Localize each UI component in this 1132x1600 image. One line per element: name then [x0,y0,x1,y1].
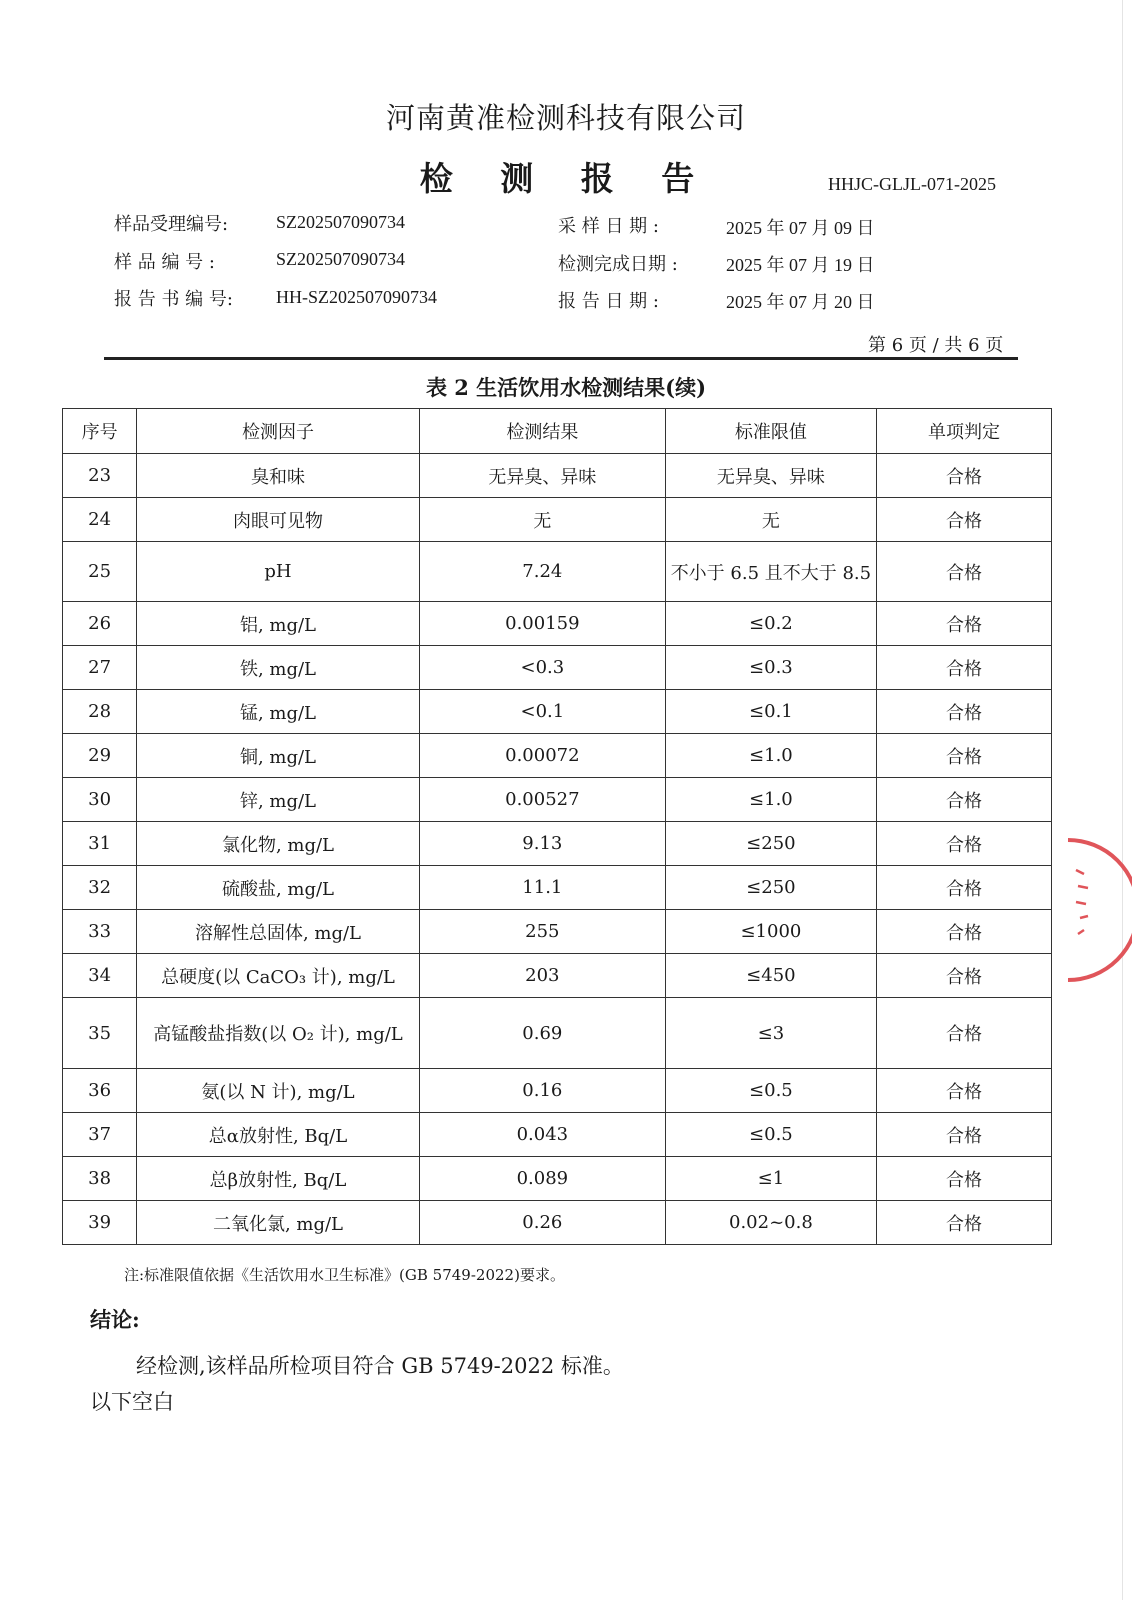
sampling-date-label: 采 样 日 期 : [558,216,659,237]
sample-no-label: 样 品 编 号 : [114,252,215,273]
cell-item: 锌, mg/L [137,778,420,822]
table-row [63,646,1052,690]
cell-judgement: 合格 [876,1201,1051,1245]
cell-result: 9.13 [419,822,665,866]
cell-item: 氯化物, mg/L [137,822,420,866]
cell-no: 32 [63,866,137,910]
cell-item: 总α放射性, Bq/L [137,1113,420,1157]
cell-limit: 不小于 6.5 且不大于 8.5 [665,542,876,602]
cell-item: 总硬度(以 CaCO₃ 计), mg/L [137,954,420,998]
cell-result: 0.043 [419,1113,665,1157]
cell-limit: 无 [665,498,876,542]
cell-no: 26 [63,602,137,646]
cell-no: 23 [63,454,137,498]
table-row [63,498,1052,542]
cell-no: 36 [63,1069,137,1113]
cell-result: 无 [419,498,665,542]
cell-no: 34 [63,954,137,998]
cell-item: 高锰酸盐指数(以 O₂ 计), mg/L [137,998,420,1069]
header-item: 检测因子 [137,409,420,454]
cell-result: 7.24 [419,542,665,602]
table-title: 表 2 生活饮用水检测结果(续) [425,375,707,400]
cell-limit: ≤1.0 [665,778,876,822]
cell-limit: ≤0.5 [665,1113,876,1157]
cell-no: 25 [63,542,137,602]
cell-judgement: 合格 [876,1069,1051,1113]
cell-judgement: 合格 [876,454,1051,498]
header-result: 检测结果 [419,409,665,454]
cell-no: 33 [63,910,137,954]
table-row [63,998,1052,1069]
cell-judgement: 合格 [876,734,1051,778]
sampling-date: 2025 年 07 月 09 日 [726,218,875,238]
cell-result: 0.00072 [419,734,665,778]
cell-item: 铜, mg/L [137,734,420,778]
cell-judgement: 合格 [876,646,1051,690]
cell-limit: ≤250 [665,822,876,866]
table-row [63,822,1052,866]
results-table [62,408,1052,1245]
cell-item: 总β放射性, Bq/L [137,1157,420,1201]
cell-no: 28 [63,690,137,734]
table-row [63,1157,1052,1201]
report-no: HH-SZ202507090734 [276,287,437,307]
cell-result: 0.26 [419,1201,665,1245]
cell-no: 37 [63,1113,137,1157]
cell-judgement: 合格 [876,690,1051,734]
seal-ring [1068,840,1132,980]
cell-no: 31 [63,822,137,866]
cell-no: 38 [63,1157,137,1201]
cell-item: 氨(以 N 计), mg/L [137,1069,420,1113]
cell-item: 二氧化氯, mg/L [137,1201,420,1245]
sample-no: SZ202507090734 [276,249,406,269]
cell-item: 肉眼可见物 [137,498,420,542]
cell-item: 铁, mg/L [137,646,420,690]
table-row [63,1201,1052,1245]
cell-limit: ≤3 [665,998,876,1069]
cell-result: 11.1 [419,866,665,910]
seal-stamp-icon [1062,830,1132,990]
cell-judgement: 合格 [876,778,1051,822]
cell-judgement: 合格 [876,498,1051,542]
cell-limit: 无异臭、异味 [665,454,876,498]
report-date: 2025 年 07 月 20 日 [726,292,875,312]
cell-judgement: 合格 [876,542,1051,602]
cell-no: 27 [63,646,137,690]
cell-item: 硫酸盐, mg/L [137,866,420,910]
page-number: 第 6 页 / 共 6 页 [868,335,1004,356]
cell-item: 锰, mg/L [137,690,420,734]
cell-result: 0.16 [419,1069,665,1113]
table-row [63,1069,1052,1113]
report-date-label: 报 告 日 期 : [558,291,659,312]
cell-limit: ≤450 [665,954,876,998]
table-row [63,454,1052,498]
table-row [63,1113,1052,1157]
conclusion-heading: 结论: [90,1307,140,1332]
table-row [63,734,1052,778]
cell-result: 255 [419,910,665,954]
cell-no: 24 [63,498,137,542]
table-row [63,690,1052,734]
cell-limit: 0.02~0.8 [665,1201,876,1245]
cell-result: 无异臭、异味 [419,454,665,498]
table-row [63,910,1052,954]
cell-judgement: 合格 [876,1113,1051,1157]
seal-marks [1076,870,1088,934]
cell-limit: ≤0.1 [665,690,876,734]
cell-judgement: 合格 [876,602,1051,646]
table-row [63,778,1052,822]
cell-result: 0.00159 [419,602,665,646]
header-judgement: 单项判定 [876,409,1051,454]
cell-item: 臭和味 [137,454,420,498]
report-title: 检 测 报 告 [419,159,713,198]
cell-limit: ≤0.2 [665,602,876,646]
cell-judgement: 合格 [876,910,1051,954]
cell-limit: ≤1.0 [665,734,876,778]
cell-result: 0.00527 [419,778,665,822]
cell-judgement: 合格 [876,1157,1051,1201]
cell-judgement: 合格 [876,954,1051,998]
cell-judgement: 合格 [876,998,1051,1069]
cell-result: 203 [419,954,665,998]
cell-limit: ≤0.5 [665,1069,876,1113]
cell-no: 39 [63,1201,137,1245]
receipt-no-label: 样品受理编号: [114,214,229,235]
cell-result: 0.089 [419,1157,665,1201]
table-row [63,542,1052,602]
cell-no: 35 [63,998,137,1069]
cell-limit: ≤250 [665,866,876,910]
cell-limit: ≤1 [665,1157,876,1201]
table-row [63,866,1052,910]
conclusion-text: 经检测,该样品所检项目符合 GB 5749-2022 标准。 [136,1354,624,1378]
cell-limit: ≤1000 [665,910,876,954]
table-row [63,602,1052,646]
cell-result: <0.3 [419,646,665,690]
table-header-row [63,409,1052,454]
cell-judgement: 合格 [876,822,1051,866]
complete-date-label: 检测完成日期 : [558,254,678,275]
company-name: 河南黄准检测科技有限公司 [385,101,746,135]
blank-below-notice: 以下空白 [90,1390,174,1414]
cell-result: <0.1 [419,690,665,734]
cell-judgement: 合格 [876,866,1051,910]
report-code: HHJC-GLJL-071-2025 [828,174,996,194]
header-limit: 标准限值 [665,409,876,454]
receipt-no: SZ202507090734 [276,212,406,232]
complete-date: 2025 年 07 月 19 日 [726,255,875,275]
header-no: 序号 [63,409,137,454]
cell-item: 溶解性总固体, mg/L [137,910,420,954]
page-edge [1122,0,1123,1600]
cell-item: 铝, mg/L [137,602,420,646]
report-no-label: 报 告 书 编 号: [114,289,233,310]
standard-note: 注:标准限值依据《生活饮用水卫生标准》(GB 5749-2022)要求。 [124,1266,565,1284]
header-rule [104,357,1018,360]
cell-result: 0.69 [419,998,665,1069]
cell-no: 30 [63,778,137,822]
table-row [63,954,1052,998]
cell-no: 29 [63,734,137,778]
cell-item: pH [137,542,420,602]
cell-limit: ≤0.3 [665,646,876,690]
